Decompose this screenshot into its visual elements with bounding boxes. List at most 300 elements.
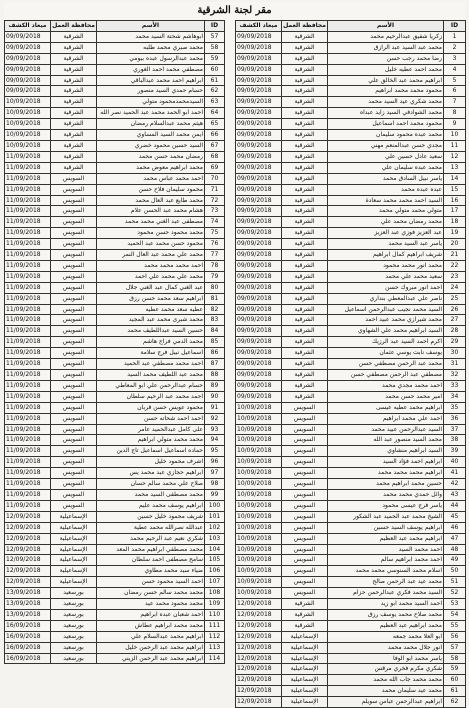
row-date: 12/09/2018 (5, 566, 51, 577)
table-row (5, 86, 225, 97)
header-id: ID (444, 21, 466, 32)
row-date: 09/09/2018 (5, 64, 51, 75)
row-governorate: الشرقية (282, 42, 328, 53)
row-id: 14 (444, 173, 466, 184)
row-id: 34 (444, 391, 466, 402)
row-date: 09/09/2018 (236, 348, 282, 359)
table-row (236, 130, 466, 141)
row-date: 10/09/2018 (236, 577, 282, 588)
table-row (5, 53, 225, 64)
row-name: على كامل عبدالحميد عامر (97, 424, 205, 435)
row-name: محمد محمود حسن محمود (97, 228, 205, 239)
row-name: عبد الغني كمال عبد الغني جلال (97, 282, 205, 293)
row-name: الشيخ محمد عبد الحميد عبد الشكور (328, 511, 444, 522)
header-date: ميعاد الكشف (5, 21, 51, 32)
row-governorate: السويس (51, 293, 97, 304)
row-date: 09/09/2018 (5, 42, 51, 53)
row-name: ضياء سيد محمد مطاوي (97, 566, 205, 577)
row-name: ابراهيم محمد عطيه عيسى (328, 402, 444, 413)
table-row (5, 555, 225, 566)
table-row (236, 544, 466, 555)
row-id: 60 (444, 675, 466, 686)
table-row (236, 86, 466, 97)
row-name: محمد علي محمد عبد العال النمر (97, 250, 205, 261)
row-date: 11/09/2018 (5, 348, 51, 359)
row-id: 19 (444, 228, 466, 239)
row-governorate: الشرقية (51, 162, 97, 173)
table-row (5, 42, 225, 53)
table-row (5, 544, 225, 555)
row-governorate: السويس (282, 577, 328, 588)
row-governorate: الشرقية (51, 42, 97, 53)
row-date: 09/09/2018 (236, 108, 282, 119)
row-name: احمد محمد عبد الرحيم سلطان (97, 391, 205, 402)
row-governorate: الشرقية (282, 391, 328, 402)
table-row (236, 479, 466, 490)
row-name: احمد احمد شحاته حسن (97, 413, 205, 424)
table-row (5, 479, 225, 490)
row-governorate: بورسعيد (51, 609, 97, 620)
row-name: ابراهيم محمد عبد العظيم (328, 533, 444, 544)
row-id: 64 (205, 108, 225, 119)
row-id: 102 (205, 522, 225, 533)
row-governorate: السويس (51, 489, 97, 500)
row-id: 80 (205, 282, 225, 293)
row-name: احمد ابو الحمد محمد عبد الحميد نصر الله (97, 108, 205, 119)
table-row (236, 653, 466, 664)
row-date: 11/09/2018 (5, 446, 51, 457)
row-name: ياسر عبد السيد محمد (328, 239, 444, 250)
row-governorate: السويس (282, 446, 328, 457)
row-governorate: الشرقية (51, 64, 97, 75)
table-row (5, 282, 225, 293)
row-date: 11/09/2018 (5, 457, 51, 468)
table-row (5, 577, 225, 588)
row-id: 69 (205, 162, 225, 173)
row-governorate: السويس (51, 271, 97, 282)
row-id: 62 (444, 697, 466, 708)
row-name: حسين محمد ابراهيم محمد (328, 479, 444, 490)
row-date: 11/09/2018 (5, 337, 51, 348)
row-name: محمود عويس حسن قربان (97, 402, 205, 413)
row-name: محمد مصطفي ابراهيم محمد المعد (97, 544, 205, 555)
row-governorate: الشرقية (51, 130, 97, 141)
row-id: 113 (205, 642, 225, 653)
table-row (5, 511, 225, 522)
row-id: 32 (444, 370, 466, 381)
row-id: 29 (444, 337, 466, 348)
row-governorate: السويس (282, 522, 328, 533)
row-id: 109 (205, 599, 225, 610)
row-name: السيد ابراهيم منشاوي (328, 446, 444, 457)
row-date: 12/09/2018 (236, 697, 282, 708)
row-governorate: السويس (51, 326, 97, 337)
row-id: 84 (205, 326, 225, 337)
row-governorate: الشرقية (282, 620, 328, 631)
row-id: 47 (444, 533, 466, 544)
row-governorate: الشرقية (282, 239, 328, 250)
row-governorate: السويس (51, 217, 97, 228)
row-id: 7 (444, 97, 466, 108)
row-name: عبد العزيز فوزي عبد العزيز (328, 228, 444, 239)
row-id: 63 (205, 97, 225, 108)
row-date: 10/09/2018 (236, 522, 282, 533)
row-date: 09/09/2018 (236, 31, 282, 42)
row-id: 101 (205, 511, 225, 522)
row-id: 68 (205, 151, 225, 162)
table-row (236, 260, 466, 271)
row-governorate: السويس (51, 282, 97, 293)
row-id: 81 (205, 293, 225, 304)
row-date: 11/09/2018 (5, 402, 51, 413)
row-date: 09/09/2018 (236, 151, 282, 162)
row-id: 5 (444, 75, 466, 86)
row-date: 13/09/2018 (5, 588, 51, 599)
row-id: 94 (205, 435, 225, 446)
row-governorate: الإسماعيلية (51, 555, 97, 566)
table-row (5, 151, 225, 162)
row-name: متولي محمد متولي محمد (328, 206, 444, 217)
row-id: 42 (444, 479, 466, 490)
table-row (236, 489, 466, 500)
row-name: السيد عبدالرحمن عبيد محمد (328, 424, 444, 435)
row-name: ابراهيم محمد عبد الرحمن الزيني (97, 653, 205, 664)
table-row (236, 184, 466, 195)
table-row (236, 413, 466, 424)
row-name: محمد عبد السيد عبد الرازق (328, 42, 444, 53)
table-row (236, 522, 466, 533)
row-date: 10/09/2018 (236, 588, 282, 599)
table-row (236, 195, 466, 206)
row-governorate: الشرقية (282, 140, 328, 151)
row-date: 11/09/2018 (5, 500, 51, 511)
row-name: اسماعيل نبيل فرج سلامة (97, 348, 205, 359)
row-id: 62 (205, 86, 225, 97)
table-row (5, 315, 225, 326)
table-row (236, 217, 466, 228)
row-id: 11 (444, 140, 466, 151)
row-governorate: السويس (51, 304, 97, 315)
row-date: 09/09/2018 (236, 206, 282, 217)
document-page (4, 2, 465, 706)
row-governorate: السويس (51, 424, 97, 435)
table-row (5, 359, 225, 370)
row-name: ناصر علي عبدالمعطي بنداري (328, 293, 444, 304)
row-name: عبدالله نصرالله محمد عطية (97, 522, 205, 533)
table-row (236, 566, 466, 577)
row-governorate: السويس (282, 511, 328, 522)
table-row (5, 97, 225, 108)
table-row (5, 457, 225, 468)
table-row (236, 555, 466, 566)
table-row (5, 609, 225, 620)
row-id: 79 (205, 271, 225, 282)
table-row (236, 348, 466, 359)
row-name: احمد محمد مصطفي عبد الحميد (97, 359, 205, 370)
row-id: 85 (205, 337, 225, 348)
row-name: سعيد عادل حسين علي (328, 151, 444, 162)
row-id: 55 (444, 620, 466, 631)
row-governorate: الشرقية (282, 271, 328, 282)
row-name: محمد عبد الرحمن مصطفي حسن (328, 359, 444, 370)
row-governorate: الشرقية (282, 97, 328, 108)
row-date: 09/09/2018 (236, 195, 282, 206)
row-name: مصطفي عبد الرحمن مصطفي حسن (328, 370, 444, 381)
row-date: 11/09/2018 (5, 250, 51, 261)
row-date: 09/09/2018 (5, 75, 51, 86)
row-governorate: السويس (51, 239, 97, 250)
table-row (236, 97, 466, 108)
row-date: 13/09/2018 (5, 599, 51, 610)
row-date: 11/09/2018 (5, 217, 51, 228)
row-name: مصطفي محمد احمد الغوري (97, 64, 205, 75)
row-governorate: الإسماعيلية (51, 577, 97, 588)
row-date: 10/09/2018 (236, 424, 282, 435)
row-name: يوسف نابت يوسي عثمان (328, 348, 444, 359)
row-name: ابراهيم يوسف السيد حسين (328, 522, 444, 533)
row-date: 12/09/2018 (5, 577, 51, 588)
row-date: 09/09/2018 (236, 75, 282, 86)
row-governorate: الشرقية (282, 195, 328, 206)
row-date: 11/09/2018 (5, 282, 51, 293)
table-row (236, 675, 466, 686)
row-date: 12/09/2018 (5, 555, 51, 566)
row-date: 09/09/2018 (5, 53, 51, 64)
row-name: حماده اسماعيل اسماعيل تاج الدين (97, 446, 205, 457)
row-id: 46 (444, 522, 466, 533)
table-row (236, 664, 466, 675)
row-name: ياسر فرج عيسى محمود (328, 500, 444, 511)
row-id: 48 (444, 544, 466, 555)
row-date: 11/09/2018 (5, 260, 51, 271)
table-row (236, 435, 466, 446)
row-name: حسام عبدالرحمن علي ابو المعاطي (97, 380, 205, 391)
row-name: محمد الشوادفي السيد زايد عبداه (328, 108, 444, 119)
table-row (5, 64, 225, 75)
row-name: محمد علي محمد علي احمد (97, 271, 205, 282)
row-id: 6 (444, 86, 466, 97)
row-date: 10/09/2018 (236, 468, 282, 479)
row-name: احمد محمد عباس محمد (97, 173, 205, 184)
row-governorate: الشرقية (282, 380, 328, 391)
row-id: 61 (205, 75, 225, 86)
row-governorate: الشرقية (282, 75, 328, 86)
row-date: 10/09/2018 (236, 446, 282, 457)
row-id: 106 (205, 566, 225, 577)
row-governorate: السويس (282, 544, 328, 555)
page-title: مقر لجنة الشرقية (197, 5, 272, 16)
row-id: 83 (205, 315, 225, 326)
table-row (5, 271, 225, 282)
table-row (5, 140, 225, 151)
right-table-body (236, 31, 466, 707)
row-id: 82 (205, 304, 225, 315)
table-row (5, 75, 225, 86)
row-date: 09/09/2018 (236, 97, 282, 108)
row-id: 61 (444, 686, 466, 697)
row-name: مصطفى عبد الغني محمد محمد (97, 217, 205, 228)
row-id: 9 (444, 119, 466, 130)
row-id: 59 (205, 53, 225, 64)
row-id: 97 (205, 468, 225, 479)
row-governorate: السويس (51, 446, 97, 457)
table-row (236, 293, 466, 304)
table-row (5, 326, 225, 337)
row-date: 11/09/2018 (5, 228, 51, 239)
row-id: 2 (444, 42, 466, 53)
table-row (5, 370, 225, 381)
row-name: محمد شكري عيد السيد محمد (328, 97, 444, 108)
row-id: 10 (444, 130, 466, 141)
row-governorate: السويس (282, 555, 328, 566)
row-id: 110 (205, 609, 225, 620)
row-id: 112 (205, 631, 225, 642)
row-governorate: الشرقية (282, 53, 328, 64)
row-name: محمد السيد منصور عبد الله (328, 435, 444, 446)
row-governorate: الشرقية (51, 53, 97, 64)
row-name: شريف محمود خليل حسين (97, 511, 205, 522)
row-id: 18 (444, 217, 466, 228)
row-id: 22 (444, 260, 466, 271)
row-governorate: السويس (51, 315, 97, 326)
row-governorate: السويس (51, 206, 97, 217)
table-row (5, 260, 225, 271)
table-row (236, 250, 466, 261)
row-id: 77 (205, 250, 225, 261)
row-governorate: الشرقية (282, 337, 328, 348)
row-governorate: الشرقية (282, 151, 328, 162)
row-id: 23 (444, 271, 466, 282)
row-date: 12/09/2018 (236, 620, 282, 631)
row-id: 52 (444, 588, 466, 599)
row-id: 20 (444, 239, 466, 250)
table-row (5, 631, 225, 642)
row-id: 41 (444, 468, 466, 479)
row-governorate: السويس (51, 413, 97, 424)
row-date: 09/09/2018 (236, 162, 282, 173)
row-date: 16/09/2018 (5, 620, 51, 631)
row-date: 12/09/2018 (236, 653, 282, 664)
row-id: 8 (444, 108, 466, 119)
row-id: 60 (205, 64, 225, 75)
table-row (236, 511, 466, 522)
row-name: سامح مصطفى احمد سلطان (97, 555, 205, 566)
table-row (236, 468, 466, 479)
row-date: 09/09/2018 (236, 250, 282, 261)
row-governorate: بورسعيد (51, 631, 97, 642)
row-id: 93 (205, 424, 225, 435)
row-date: 11/09/2018 (5, 195, 51, 206)
row-governorate: الشرقية (282, 173, 328, 184)
row-governorate: الشرقية (51, 119, 97, 130)
row-governorate: الإسماعيلية (282, 631, 328, 642)
row-governorate: السويس (51, 228, 97, 239)
row-name: السيد احمد محمد محمد سعادة (328, 195, 444, 206)
row-id: 30 (444, 348, 466, 359)
row-name: محمد ابراهيم معوض محمد (97, 162, 205, 173)
row-name: محمد مصطفى السيد محمد (97, 489, 205, 500)
table-row (236, 457, 466, 468)
table-row (236, 620, 466, 631)
right-table (235, 20, 466, 708)
left-table-header (5, 21, 225, 32)
row-name: احمد انور مبروك حسن (328, 282, 444, 293)
table-row (5, 217, 225, 228)
row-date: 11/09/2018 (5, 489, 51, 500)
row-name: هيثم محمد عبدالسلام رمضان (97, 119, 205, 130)
row-name: محمد محمد سالم حسن رمضان (97, 588, 205, 599)
table-row (236, 577, 466, 588)
row-id: 57 (444, 642, 466, 653)
row-governorate: بورسعيد (51, 588, 97, 599)
row-name: ابراهيم يوسف محمد عليم (97, 500, 205, 511)
row-governorate: السويس (51, 500, 97, 511)
row-id: 74 (205, 217, 225, 228)
row-id: 17 (444, 206, 466, 217)
table-row (236, 424, 466, 435)
row-governorate: السويس (282, 489, 328, 500)
table-row (236, 588, 466, 599)
row-name: وائل حمدي محمد محمد (328, 489, 444, 500)
row-governorate: الشرقية (282, 217, 328, 228)
row-name: ابراهيم محمد عبد الرحمن خليل (97, 642, 205, 653)
row-id: 67 (205, 140, 225, 151)
row-id: 103 (205, 533, 225, 544)
row-id: 95 (205, 446, 225, 457)
row-name: احمد محمد السيد (328, 544, 444, 555)
row-name: محمد صبري محمد طلبه (97, 42, 205, 53)
row-name: احمد السيد محمود حسن (97, 577, 205, 588)
row-date: 09/09/2018 (236, 293, 282, 304)
row-name: رمضان محمد حسن محمد (97, 151, 205, 162)
row-governorate: الشرقية (282, 250, 328, 261)
row-name: زكريا شفيق عبدالرحيم محمد (328, 31, 444, 42)
row-date: 11/09/2018 (5, 315, 51, 326)
row-id: 89 (205, 380, 225, 391)
table-row (236, 326, 466, 337)
row-governorate: الإسماعيلية (282, 697, 328, 708)
row-name: ايمن محمد السيد المساوي (97, 130, 205, 141)
row-governorate: السويس (282, 457, 328, 468)
row-name: مجدي حسن عبدالمنعم مهني (328, 140, 444, 151)
row-date: 09/09/2018 (236, 282, 282, 293)
row-id: 38 (444, 435, 466, 446)
table-row (236, 206, 466, 217)
row-name: ابراهيم محمد عبد الخالق علي (328, 75, 444, 86)
row-date: 09/09/2018 (5, 31, 51, 42)
row-date: 10/09/2018 (236, 435, 282, 446)
row-name: السيد محمد نجيب عبدالرحمن اسماعيل (328, 304, 444, 315)
table-row (236, 119, 466, 130)
table-row (236, 42, 466, 53)
row-governorate: الشرقية (51, 31, 97, 42)
row-name: السيد ابراهيم محمد علي الشهاوي (328, 326, 444, 337)
table-row (236, 402, 466, 413)
row-date: 11/09/2018 (5, 359, 51, 370)
row-date: 12/09/2018 (5, 511, 51, 522)
table-row (236, 391, 466, 402)
row-name: محمود محمد احمد اسماعيل (328, 119, 444, 130)
row-name: ابراهيم محمد عبدالسلام علي (97, 631, 205, 642)
row-governorate: السويس (51, 260, 97, 271)
table-row (5, 206, 225, 217)
row-governorate: السويس (51, 479, 97, 490)
header-date: ميعاد الكشف (236, 21, 282, 32)
table-row (5, 446, 225, 457)
row-id: 96 (205, 457, 225, 468)
table-row (236, 359, 466, 370)
row-date: 09/09/2018 (236, 304, 282, 315)
